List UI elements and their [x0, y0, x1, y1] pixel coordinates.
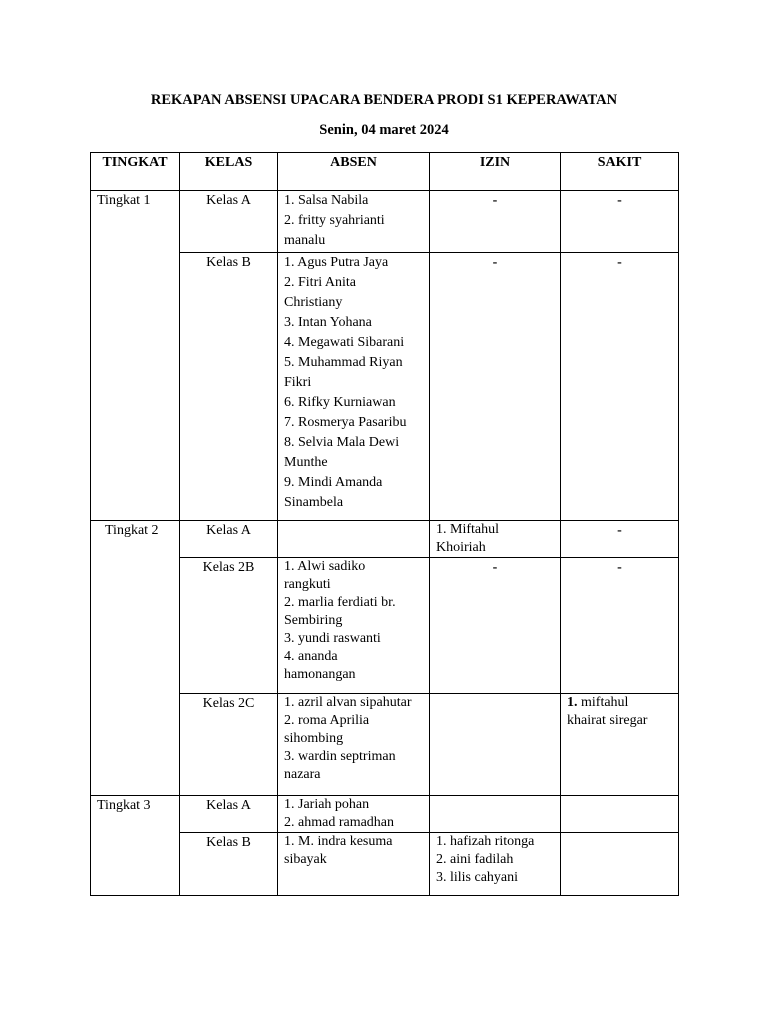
table-row [91, 694, 679, 796]
sakit-entry-number: 1. [567, 695, 578, 710]
absen-cell [278, 558, 430, 694]
absen-entry: 2. ahmad ramadhan [284, 815, 395, 830]
absen-entry: 2. roma Aprilia [284, 713, 370, 728]
table-row [91, 796, 679, 833]
absen-cell [278, 521, 430, 558]
absen-entry: sibayak [284, 852, 327, 867]
table-row [91, 521, 679, 558]
absen-entry: hamonangan [284, 667, 356, 682]
sakit-entry [567, 694, 672, 712]
sakit-entry: khairat siregar [567, 713, 648, 728]
izin-entry: 2. aini fadilah [436, 852, 514, 867]
table-row [91, 833, 679, 896]
table-header-row [91, 153, 679, 191]
kelas-cell: Kelas B [180, 833, 278, 896]
table-row [91, 191, 679, 253]
izin-cell: - [430, 253, 561, 521]
absen-entry: 2. fritty syahrianti [284, 213, 385, 228]
kelas-cell: Kelas A [180, 796, 278, 833]
absen-entry: 1. M. indra kesuma [284, 834, 393, 849]
absen-entry: 4. Megawati Sibarani [284, 335, 405, 350]
izin-entry: 3. lilis cahyani [436, 870, 519, 885]
izin-cell [430, 521, 561, 558]
absen-entry: Sembiring [284, 613, 343, 628]
izin-cell [430, 694, 561, 796]
absen-entry: 2. marlia ferdiati br. [284, 595, 396, 610]
izin-entry: 1. Miftahul [436, 522, 499, 537]
sakit-cell: - [561, 191, 679, 253]
header-kelas: KELAS [180, 153, 278, 191]
document-title: REKAPAN ABSENSI UPACARA BENDERA PRODI S1 KEPERAWATAN [150, 92, 618, 108]
izin-entry: 1. hafizah ritonga [436, 834, 535, 849]
table-row [91, 253, 679, 521]
sakit-cell [561, 796, 679, 833]
header-tingkat: TINGKAT [91, 153, 180, 191]
sakit-cell: - [561, 253, 679, 521]
kelas-cell: Kelas A [180, 191, 278, 253]
absen-entry: 4. ananda [284, 649, 338, 664]
izin-cell [430, 796, 561, 833]
absen-entry: 1. Alwi sadiko [284, 559, 366, 574]
izin-entry: Khoiriah [436, 540, 486, 555]
absen-entry: 8. Selvia Mala Dewi [284, 435, 400, 450]
kelas-cell: Kelas 2B [180, 558, 278, 694]
izin-cell: - [430, 191, 561, 253]
izin-cell [430, 833, 561, 896]
attendance-table [90, 152, 679, 896]
absen-entry: 1. Agus Putra Jaya [284, 255, 389, 270]
header-absen: ABSEN [278, 153, 430, 191]
sakit-cell [561, 833, 679, 896]
header-izin: IZIN [430, 153, 561, 191]
absen-entry: 3. wardin septriman [284, 749, 396, 764]
kelas-cell: Kelas B [180, 253, 278, 521]
absen-entry: 1. Salsa Nabila [284, 193, 369, 208]
document-date: Senin, 04 maret 2024 [319, 122, 449, 138]
absen-entry: 3. Intan Yohana [284, 315, 372, 330]
sakit-cell: - [561, 521, 679, 558]
sakit-cell [561, 694, 679, 796]
absen-entry: Christiany [284, 295, 343, 310]
sakit-cell: - [561, 558, 679, 694]
kelas-cell: Kelas A [180, 521, 278, 558]
absen-entry: 6. Rifky Kurniawan [284, 395, 396, 410]
absen-cell [278, 694, 430, 796]
tingkat-3-cell: Tingkat 3 [91, 796, 180, 896]
table-row [91, 558, 679, 694]
izin-cell: - [430, 558, 561, 694]
absen-entry: rangkuti [284, 577, 331, 592]
absen-entry: 5. Muhammad Riyan [284, 355, 403, 370]
absen-cell [278, 191, 430, 253]
tingkat-2-cell: Tingkat 2 [91, 521, 180, 796]
absen-entry: Fikri [284, 375, 312, 390]
absen-cell [278, 253, 430, 521]
absen-entry: 1. azril alvan sipahutar [284, 695, 412, 710]
absen-entry: 3. yundi raswanti [284, 631, 381, 646]
sakit-entry-name: miftahul [581, 695, 629, 710]
header-sakit: SAKIT [561, 153, 679, 191]
absen-entry: Munthe [284, 455, 328, 470]
absen-cell [278, 796, 430, 833]
absen-entry: 2. Fitri Anita [284, 275, 356, 290]
absen-entry: 7. Rosmerya Pasaribu [284, 415, 407, 430]
kelas-cell: Kelas 2C [180, 694, 278, 796]
absen-entry: manalu [284, 233, 326, 248]
tingkat-1-cell: Tingkat 1 [91, 191, 180, 521]
absen-entry: 9. Mindi Amanda [284, 475, 383, 490]
absen-entry: nazara [284, 767, 321, 782]
absen-entry: 1. Jariah pohan [284, 797, 370, 812]
absen-cell [278, 833, 430, 896]
absen-entry: sihombing [284, 731, 344, 746]
absen-entry: Sinambela [284, 495, 344, 510]
